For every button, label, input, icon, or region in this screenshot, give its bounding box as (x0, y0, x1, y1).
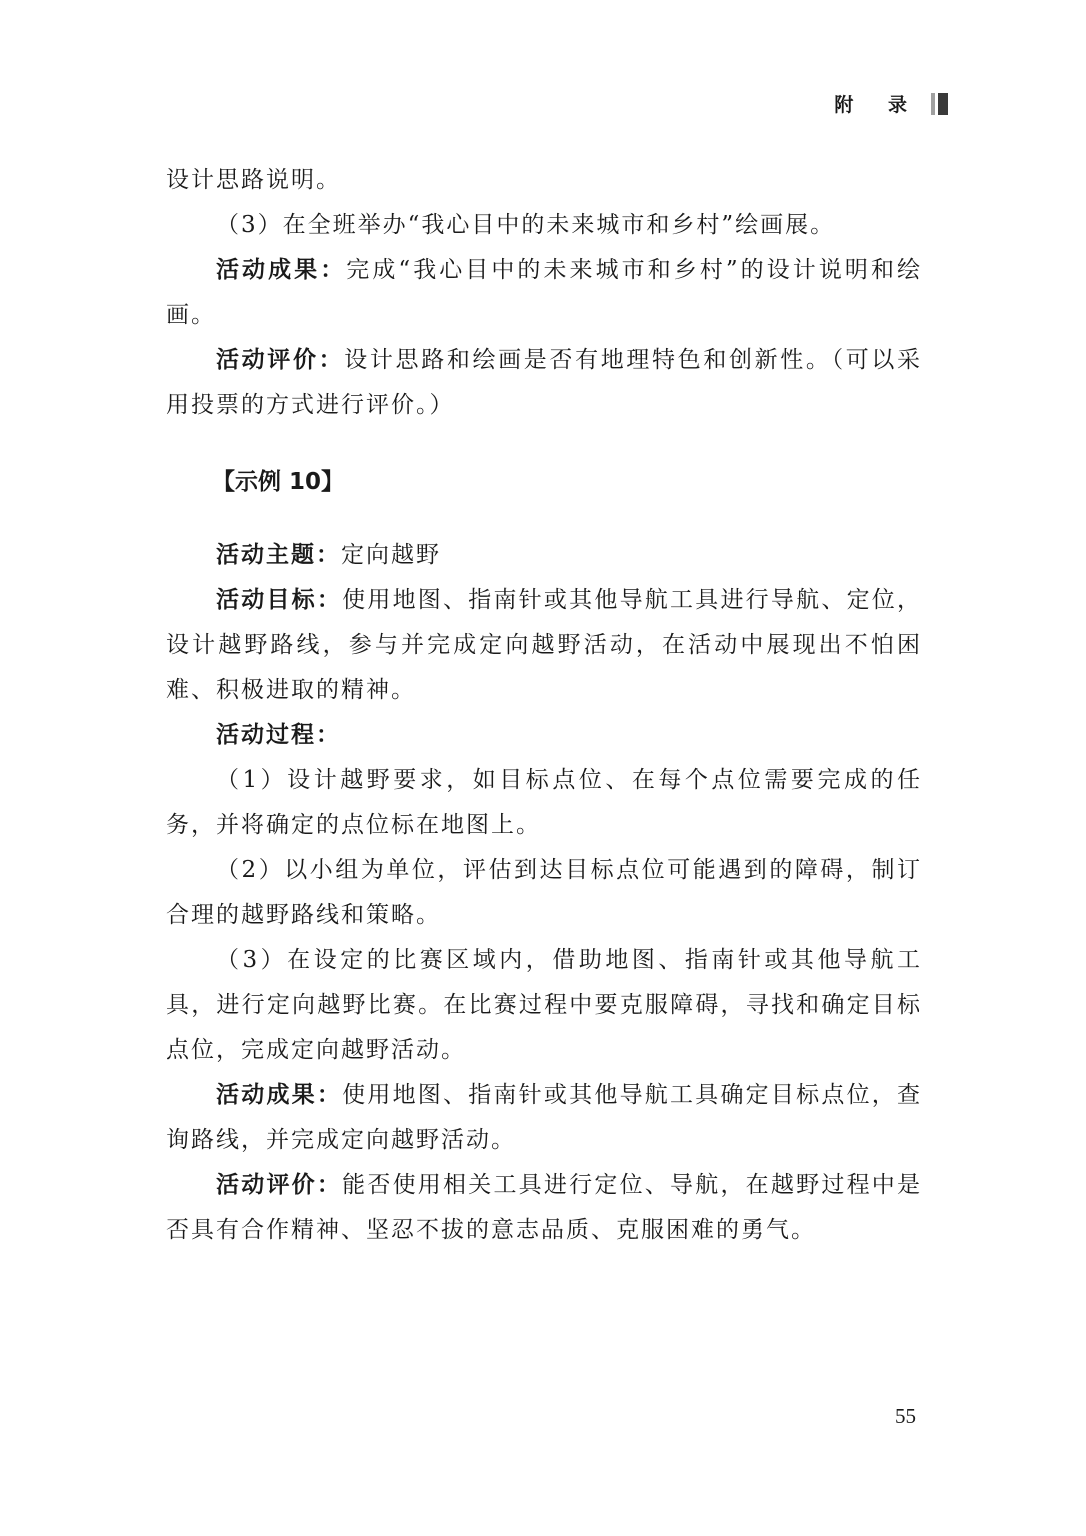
goal-text: 使用地图、指南针或其他导航工具进行导航、定位，设计越野路线，参与并完成定向越野活动，在活动中展现出不怕困难、积极进取的精神。 (166, 587, 923, 703)
evaluation-label-10: 活动评价： (216, 1172, 343, 1198)
theme-text: 定向越野 (341, 542, 441, 568)
paragraph-step-1: （1）设计越野要求，如目标点位、在每个点位需要完成的任务，并将确定的点位标在地图上。 (166, 767, 922, 838)
evaluation-label-9: 活动评价： (216, 347, 345, 373)
header-bar-thin (931, 93, 935, 115)
result-label-10: 活动成果： (216, 1082, 343, 1108)
result-text-9: 完成“我心目中的未来城市和乡村”的设计说明和绘画。 (166, 257, 922, 328)
process-label: 活动过程： (216, 722, 341, 748)
paragraph-process (166, 713, 922, 758)
running-header (834, 90, 948, 117)
evaluation-text-10: 能否使用相关工具进行定位、导航，在越野过程中是否具有合作精神、坚忍不拔的意志品质、克服困难的勇气。 (166, 1172, 923, 1243)
header-title: 附 录 (834, 94, 921, 116)
paragraph-result-10 (166, 1073, 922, 1163)
evaluation-text-9: 设计思路和绘画是否有地理特色和创新性。（可以采用投票的方式进行评价。） (166, 347, 923, 418)
header-bars-decoration (931, 93, 948, 115)
result-label-9: 活动成果： (216, 257, 347, 283)
paragraph-evaluation-9 (166, 338, 922, 428)
goal-label: 活动目标： (216, 587, 343, 613)
paragraph-goal (166, 578, 922, 713)
page-number: 55 (895, 1404, 916, 1428)
paragraph-result-9 (166, 248, 922, 338)
paragraph-design-note: 设计思路说明。 (166, 167, 341, 193)
theme-label: 活动主题： (216, 542, 341, 568)
result-text-10: 使用地图、指南针或其他导航工具确定目标点位，查询路线，并完成定向越野活动。 (166, 1082, 923, 1153)
paragraph-evaluation-10 (166, 1163, 922, 1253)
header-bar-thick (938, 93, 948, 115)
paragraph-step-3: （3）在设定的比赛区域内，借助地图、指南针或其他导航工具，进行定向越野比赛。在比赛过程中要克服障碍，寻找和确定目标点位，完成定向越野活动。 (166, 947, 922, 1063)
paragraph-theme (166, 533, 922, 578)
page-body (166, 158, 922, 1253)
example-title: 【示例 10】 (212, 469, 345, 495)
paragraph-exhibition: （3）在全班举办“我心目中的未来城市和乡村”绘画展。 (216, 212, 836, 238)
paragraph-step-2: （2）以小组为单位，评估到达目标点位可能遇到的障碍，制订合理的越野路线和策略。 (166, 857, 922, 928)
